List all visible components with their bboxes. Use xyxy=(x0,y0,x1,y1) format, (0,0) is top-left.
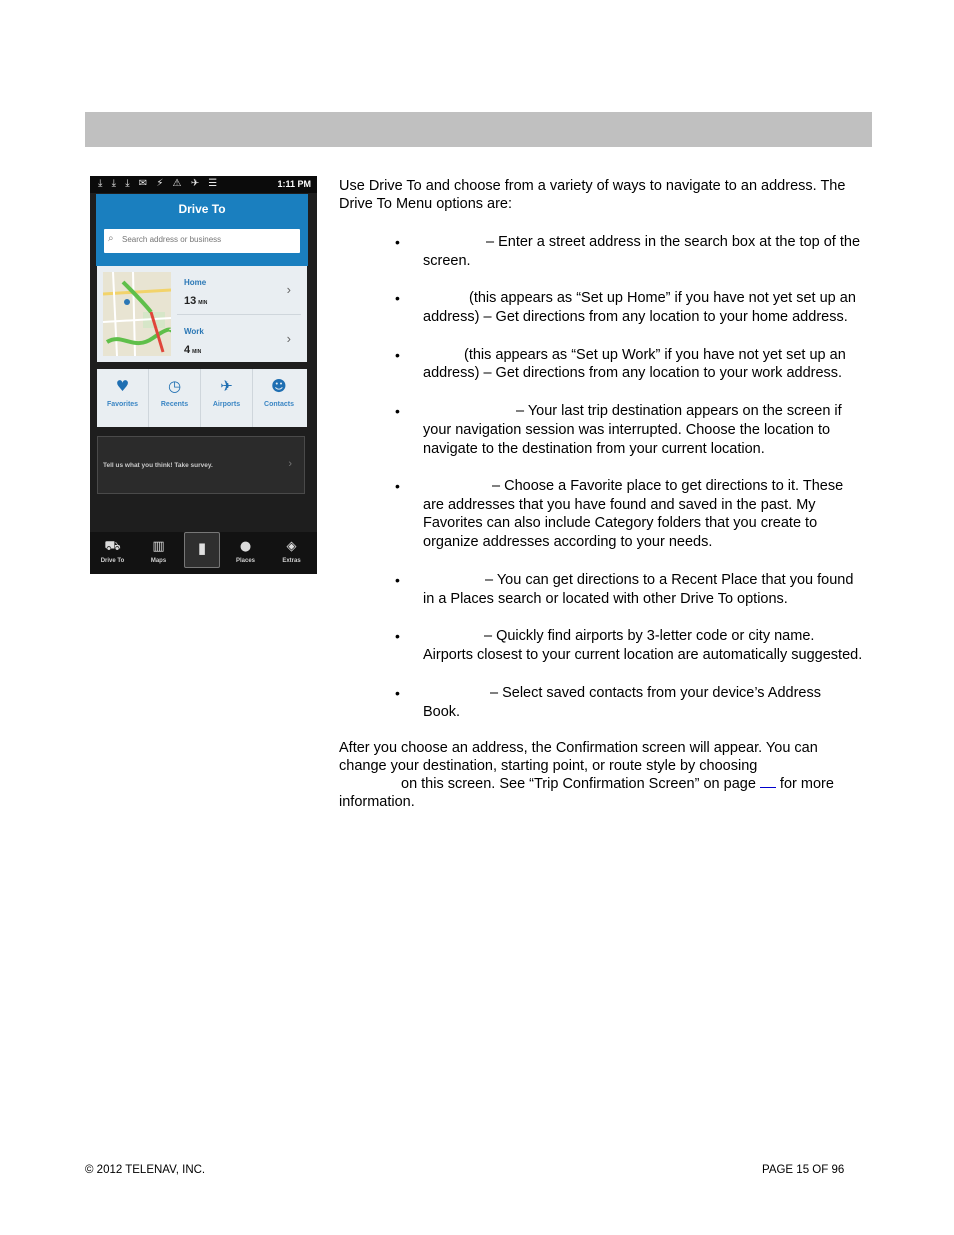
bullet-8-line-2: Book. xyxy=(423,704,461,720)
nav-places[interactable]: ● Places xyxy=(223,532,268,574)
mini-map xyxy=(103,272,171,356)
bullet-3-line-2: address) – Get directions from any location to your work address. xyxy=(423,365,843,381)
airplane-icon: ✈ xyxy=(220,377,233,395)
bullet-3-line-1: (this appears as “Set up Work” if you have not yet set up an xyxy=(464,347,846,363)
home-eta: 13 MIN xyxy=(184,295,208,307)
box-icon: ◈ xyxy=(286,539,297,554)
bullet-4-line-3: navigate to the destination from your current location. xyxy=(423,441,765,457)
bullet-5-line-3: Favorites can also include Category folders that you create to xyxy=(423,515,818,531)
bullet-7-line-2: Airports closest to your current location are automatically suggested. xyxy=(423,647,863,663)
intro-line-2: Drive To Menu options are: xyxy=(339,196,513,212)
bullet-6-line-1: – You can get directions to a Recent Place that you found xyxy=(485,572,854,588)
search-input[interactable] xyxy=(122,235,292,244)
bullet-6-line-2: in a Places search or located with other Drive To options. xyxy=(423,591,788,607)
footer-page-number: PAGE 15 OF 96 xyxy=(762,1164,845,1176)
mini-map-graphic xyxy=(103,272,171,356)
nav-drive-to[interactable]: ⛟ Drive To xyxy=(90,532,135,574)
outro-line-4: information. xyxy=(339,794,415,810)
bullet-5-line-1: – Choose a Favorite place to get directions to it. These xyxy=(492,478,844,494)
pin-icon: ● xyxy=(239,539,252,554)
bullet-marker: • xyxy=(395,628,400,644)
category-favorites[interactable]: ♥ Favorites xyxy=(97,369,149,427)
section-header-bar xyxy=(85,112,872,147)
app-screenshot xyxy=(90,176,317,574)
app-title: Drive To xyxy=(178,202,226,216)
bullet-marker: • xyxy=(395,478,400,494)
bullet-marker: • xyxy=(395,572,400,588)
bullet-7-line-1: – Quickly find airports by 3-letter code or city name. xyxy=(484,628,815,644)
chevron-right-icon: › xyxy=(286,282,291,297)
microphone-icon: ▮ xyxy=(197,539,207,557)
clock-icon: ◷ xyxy=(167,377,182,395)
category-row xyxy=(97,369,307,427)
bullet-8-line-1: – Select saved contacts from your device’s Address xyxy=(490,685,821,701)
home-label: Home xyxy=(184,278,207,287)
outro-line-3: on this screen. See “Trip Confirmation Screen” on page for more xyxy=(401,776,834,792)
nav-maps[interactable]: ▥ Maps xyxy=(136,532,181,574)
divider xyxy=(177,314,301,315)
chevron-right-icon: › xyxy=(288,458,292,470)
home-work-panel xyxy=(97,266,307,362)
status-icons: ⤓ ⤓ ⤓ ✉ ⚡ ⚠ ✈ ☰ xyxy=(98,178,221,189)
bullet-4-line-1: – Your last trip destination appears on the screen if xyxy=(516,403,842,419)
intro-line-1: Use Drive To and choose from a variety of ways to navigate to an address. The xyxy=(339,178,846,194)
bullet-5-line-2: are addresses that you have found and saved in the past. My xyxy=(423,497,816,513)
chevron-right-icon: › xyxy=(286,331,291,346)
voice-search-button[interactable] xyxy=(184,532,220,568)
category-contacts[interactable]: ☻ Contacts xyxy=(253,369,305,427)
search-box[interactable] xyxy=(104,229,300,253)
bullet-5-line-4: organize addresses according to your needs. xyxy=(423,534,713,550)
outro-line-1: After you choose an address, the Confirmation screen will appear. You can xyxy=(339,740,818,756)
bullet-marker: • xyxy=(395,290,400,306)
work-shortcut[interactable] xyxy=(177,319,301,361)
search-icon: ⌕ xyxy=(108,233,114,244)
bullet-1-line-2: screen. xyxy=(423,253,471,269)
car-icon: ⛟ xyxy=(104,539,121,554)
bullet-2-line-2: address) – Get directions from any location to your home address. xyxy=(423,309,848,325)
bullet-2-line-1: (this appears as “Set up Home” if you have not yet set up an xyxy=(469,290,856,306)
bullet-marker: • xyxy=(395,403,400,419)
bullet-marker: • xyxy=(395,234,400,250)
page-reference-link[interactable] xyxy=(760,775,776,788)
work-eta: 4 MIN xyxy=(184,344,202,356)
status-bar xyxy=(90,176,317,193)
survey-banner[interactable] xyxy=(97,436,305,494)
category-airports[interactable]: ✈ Airports xyxy=(201,369,253,427)
map-icon: ▥ xyxy=(152,539,165,554)
status-time: 1:11 PM xyxy=(277,179,311,189)
footer-copyright: © 2012 TELENAV, INC. xyxy=(85,1164,206,1176)
contacts-icon: ☻ xyxy=(271,377,287,395)
bullet-marker: • xyxy=(395,347,400,363)
heart-icon: ♥ xyxy=(115,377,130,395)
bullet-marker: • xyxy=(395,685,400,701)
nav-extras[interactable]: ◈ Extras xyxy=(269,532,314,574)
bullet-4-line-2: your navigation session was interrupted. Choose the location to xyxy=(423,422,831,438)
work-label: Work xyxy=(184,327,204,336)
survey-text: Tell us what you think! Take survey. xyxy=(103,462,213,469)
outro-line-2: change your destination, starting point, or route style by choosing xyxy=(339,758,758,774)
app-header xyxy=(96,194,308,266)
bullet-1-line-1: – Enter a street address in the search box at the top of the xyxy=(486,234,861,250)
home-shortcut[interactable] xyxy=(177,270,301,312)
category-recents[interactable]: ◷ Recents xyxy=(149,369,201,427)
